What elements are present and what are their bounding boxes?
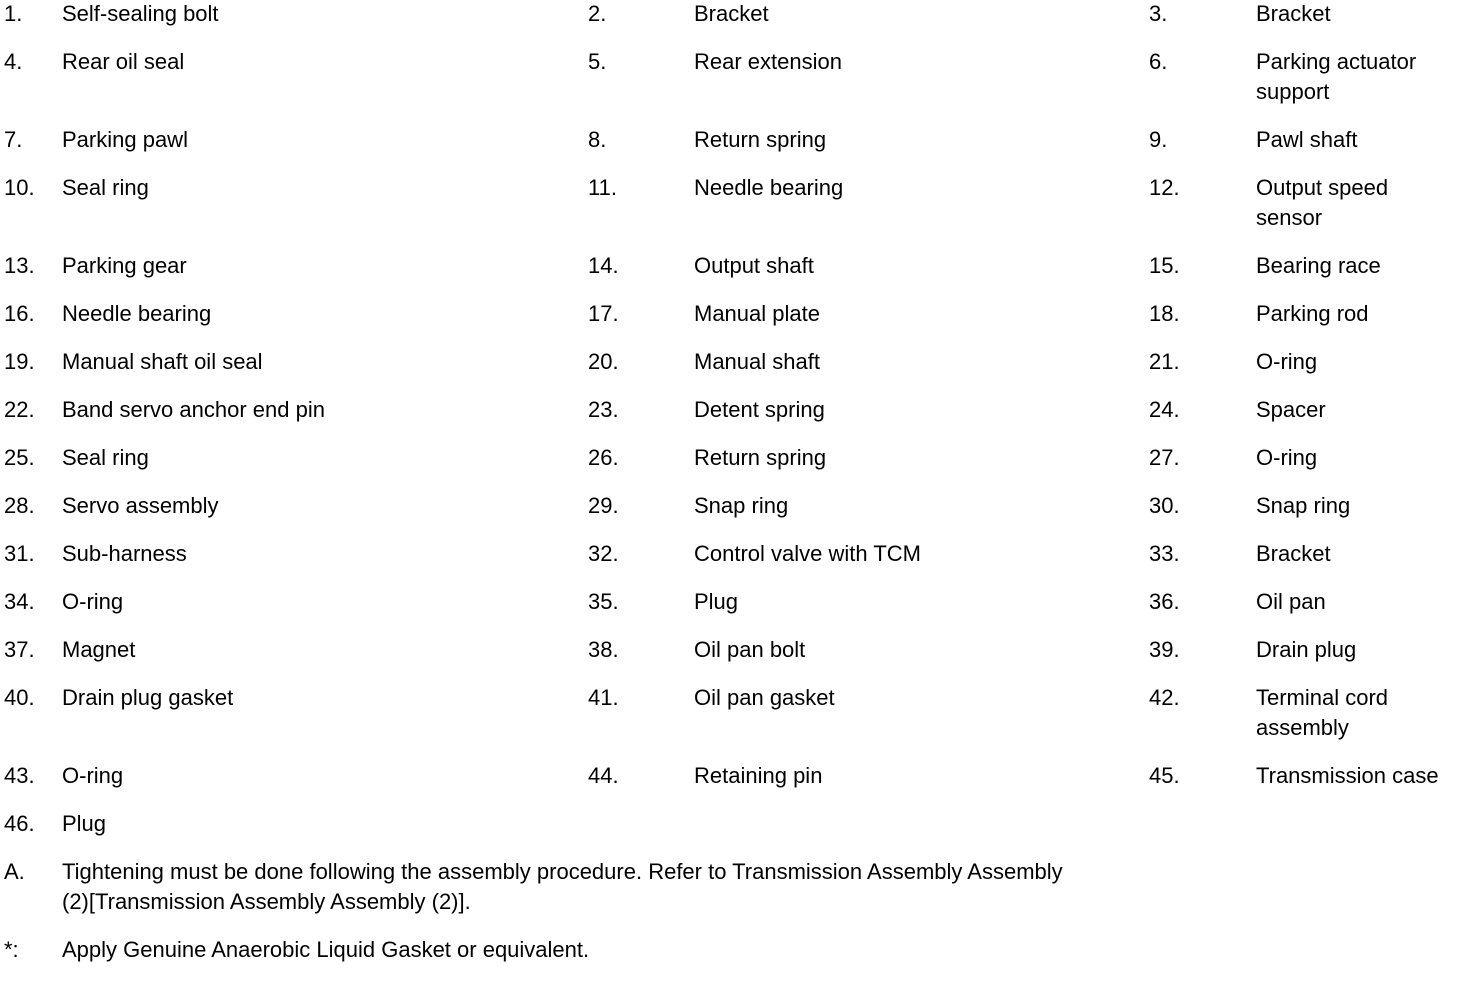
item-number: 46. bbox=[4, 811, 35, 836]
item-label: Oil pan bolt bbox=[694, 637, 806, 662]
legend-item bbox=[0, 251, 588, 281]
legend-row bbox=[0, 395, 1472, 425]
legend-row bbox=[0, 173, 1472, 233]
item-label: Parking gear bbox=[62, 253, 187, 278]
legend-item bbox=[0, 587, 588, 617]
item-number: 34. bbox=[4, 589, 35, 614]
legend-item bbox=[1149, 761, 1472, 791]
legend-item bbox=[588, 539, 1149, 569]
legend-item bbox=[588, 125, 1149, 155]
item-number: 1. bbox=[4, 1, 23, 26]
item-label: Seal ring bbox=[62, 445, 149, 470]
item-label: Output shaft bbox=[694, 253, 814, 278]
item-number: 18. bbox=[1149, 301, 1180, 326]
legend-item bbox=[0, 491, 588, 521]
item-label: Needle bearing bbox=[62, 301, 212, 326]
item-label: Plug bbox=[694, 589, 739, 614]
item-number: 38. bbox=[588, 637, 619, 662]
legend-note bbox=[0, 935, 1472, 965]
legend-item bbox=[1149, 347, 1472, 377]
item-number: 14. bbox=[588, 253, 619, 278]
item-label: Needle bearing bbox=[694, 175, 844, 200]
item-label: Terminal cord assembly bbox=[1256, 685, 1389, 740]
item-number: 4. bbox=[4, 49, 23, 74]
legend-item bbox=[0, 761, 588, 791]
item-number: 23. bbox=[588, 397, 619, 422]
legend-item bbox=[1149, 299, 1472, 329]
note-marker: *: bbox=[4, 937, 19, 962]
item-label: Output speed sensor bbox=[1256, 175, 1389, 230]
item-label: Drain plug bbox=[1256, 637, 1357, 662]
legend-note bbox=[0, 857, 1472, 917]
legend-item bbox=[588, 635, 1149, 665]
legend-item bbox=[1149, 491, 1472, 521]
item-label: Plug bbox=[62, 811, 107, 836]
legend-item bbox=[1149, 251, 1472, 281]
legend-item bbox=[588, 347, 1149, 377]
item-label: Manual shaft bbox=[694, 349, 820, 374]
legend-item bbox=[588, 173, 1149, 233]
item-number: 16. bbox=[4, 301, 35, 326]
legend-item bbox=[588, 47, 1149, 107]
legend-item bbox=[0, 683, 588, 743]
note-text: Apply Genuine Anaerobic Liquid Gasket or equivalent. bbox=[62, 937, 590, 962]
item-label: Snap ring bbox=[694, 493, 789, 518]
legend-item bbox=[0, 125, 588, 155]
item-number: 5. bbox=[588, 49, 607, 74]
legend-item bbox=[0, 539, 588, 569]
item-label: Manual plate bbox=[694, 301, 820, 326]
legend-item bbox=[588, 491, 1149, 521]
item-number: 30. bbox=[1149, 493, 1180, 518]
item-number: 40. bbox=[4, 685, 35, 710]
legend-item bbox=[588, 683, 1149, 743]
note-marker: A. bbox=[4, 859, 25, 884]
item-label: O-ring bbox=[1256, 445, 1318, 470]
legend-item bbox=[0, 299, 588, 329]
item-number: 9. bbox=[1149, 127, 1168, 152]
item-label: Manual shaft oil seal bbox=[62, 349, 263, 374]
legend-item bbox=[0, 347, 588, 377]
item-number: 32. bbox=[588, 541, 619, 566]
item-number: 43. bbox=[4, 763, 35, 788]
item-label: Oil pan gasket bbox=[694, 685, 835, 710]
legend-item bbox=[1149, 173, 1472, 233]
item-number: 21. bbox=[1149, 349, 1180, 374]
item-label: Detent spring bbox=[694, 397, 825, 422]
legend-item bbox=[588, 251, 1149, 281]
legend-row bbox=[0, 539, 1472, 569]
legend-row bbox=[0, 125, 1472, 155]
item-number: 25. bbox=[4, 445, 35, 470]
legend-item bbox=[0, 0, 588, 29]
item-number: 13. bbox=[4, 253, 35, 278]
item-number: 29. bbox=[588, 493, 619, 518]
item-label: Pawl shaft bbox=[1256, 127, 1358, 152]
item-number: 45. bbox=[1149, 763, 1180, 788]
item-number: 6. bbox=[1149, 49, 1168, 74]
item-label: Rear extension bbox=[694, 49, 842, 74]
item-number: 10. bbox=[4, 175, 35, 200]
item-number: 44. bbox=[588, 763, 619, 788]
item-label: Return spring bbox=[694, 127, 827, 152]
legend-item bbox=[0, 635, 588, 665]
item-number: 22. bbox=[4, 397, 35, 422]
item-number: 27. bbox=[1149, 445, 1180, 470]
item-label: Bracket bbox=[694, 1, 769, 26]
item-label: Control valve with TCM bbox=[694, 541, 921, 566]
legend-item bbox=[1149, 0, 1472, 29]
legend-item bbox=[1149, 635, 1472, 665]
legend-item bbox=[0, 47, 588, 107]
item-number: 35. bbox=[588, 589, 619, 614]
item-number: 39. bbox=[1149, 637, 1180, 662]
item-number: 28. bbox=[4, 493, 35, 518]
item-number: 33. bbox=[1149, 541, 1180, 566]
item-label: O-ring bbox=[1256, 349, 1318, 374]
legend-row bbox=[0, 443, 1472, 473]
item-number: 11. bbox=[588, 175, 617, 200]
legend-item bbox=[588, 587, 1149, 617]
item-number: 41. bbox=[588, 685, 619, 710]
note-text: Tightening must be done following the assembly procedure. Refer to Transmission Assembly Assembly (2)[Transmission Assembly Assembly (2)]. bbox=[62, 859, 1063, 914]
item-number: 2. bbox=[588, 1, 607, 26]
item-number: 42. bbox=[1149, 685, 1180, 710]
legend-item bbox=[588, 395, 1149, 425]
item-label: Rear oil seal bbox=[62, 49, 185, 74]
legend-item bbox=[0, 395, 588, 425]
item-label: Parking pawl bbox=[62, 127, 188, 152]
item-label: Bracket bbox=[1256, 541, 1331, 566]
legend-item bbox=[0, 173, 588, 233]
item-number: 20. bbox=[588, 349, 619, 374]
item-label: Transmission case bbox=[1256, 763, 1439, 788]
legend-row bbox=[0, 587, 1472, 617]
item-number: 36. bbox=[1149, 589, 1180, 614]
legend-row bbox=[0, 347, 1472, 377]
legend-item bbox=[1149, 47, 1472, 107]
item-number: 17. bbox=[588, 301, 619, 326]
item-number: 12. bbox=[1149, 175, 1180, 200]
legend-row bbox=[0, 299, 1472, 329]
item-label: Oil pan bbox=[1256, 589, 1326, 614]
legend-item bbox=[1149, 587, 1472, 617]
legend-row bbox=[0, 761, 1472, 791]
item-label: Sub-harness bbox=[62, 541, 187, 566]
item-number: 15. bbox=[1149, 253, 1180, 278]
item-label: Seal ring bbox=[62, 175, 149, 200]
item-label: Parking rod bbox=[1256, 301, 1369, 326]
legend-item bbox=[1149, 443, 1472, 473]
item-number: 8. bbox=[588, 127, 607, 152]
legend-row bbox=[0, 47, 1472, 107]
item-label: Bearing race bbox=[1256, 253, 1381, 278]
item-label: Return spring bbox=[694, 445, 827, 470]
legend-item bbox=[588, 761, 1149, 791]
legend-row bbox=[0, 0, 1472, 29]
item-number: 19. bbox=[4, 349, 35, 374]
item-label: Servo assembly bbox=[62, 493, 219, 518]
item-label: Bracket bbox=[1256, 1, 1331, 26]
item-label: Spacer bbox=[1256, 397, 1326, 422]
legend-item bbox=[588, 443, 1149, 473]
legend-item bbox=[1149, 395, 1472, 425]
legend-row bbox=[0, 635, 1472, 665]
legend-item bbox=[588, 0, 1149, 29]
legend-row bbox=[0, 683, 1472, 743]
item-label: Retaining pin bbox=[694, 763, 823, 788]
legend-item bbox=[1149, 125, 1472, 155]
item-label: Snap ring bbox=[1256, 493, 1351, 518]
item-number: 7. bbox=[4, 127, 23, 152]
item-number: 3. bbox=[1149, 1, 1168, 26]
item-number: 37. bbox=[4, 637, 35, 662]
item-number: 24. bbox=[1149, 397, 1180, 422]
item-number: 31. bbox=[4, 541, 35, 566]
legend-row bbox=[0, 491, 1472, 521]
item-label: Drain plug gasket bbox=[62, 685, 234, 710]
legend-item bbox=[1149, 539, 1472, 569]
legend-item bbox=[0, 809, 588, 839]
legend-item bbox=[588, 299, 1149, 329]
legend-row bbox=[0, 809, 1472, 839]
legend-item bbox=[0, 443, 588, 473]
item-label: O-ring bbox=[62, 763, 124, 788]
item-label: Parking actuator support bbox=[1256, 49, 1417, 104]
item-number: 26. bbox=[588, 445, 619, 470]
item-label: Band servo anchor end pin bbox=[62, 397, 325, 422]
legend-item bbox=[1149, 683, 1472, 743]
item-label: Magnet bbox=[62, 637, 136, 662]
item-label: O-ring bbox=[62, 589, 124, 614]
legend-row bbox=[0, 251, 1472, 281]
item-label: Self-sealing bolt bbox=[62, 1, 219, 26]
